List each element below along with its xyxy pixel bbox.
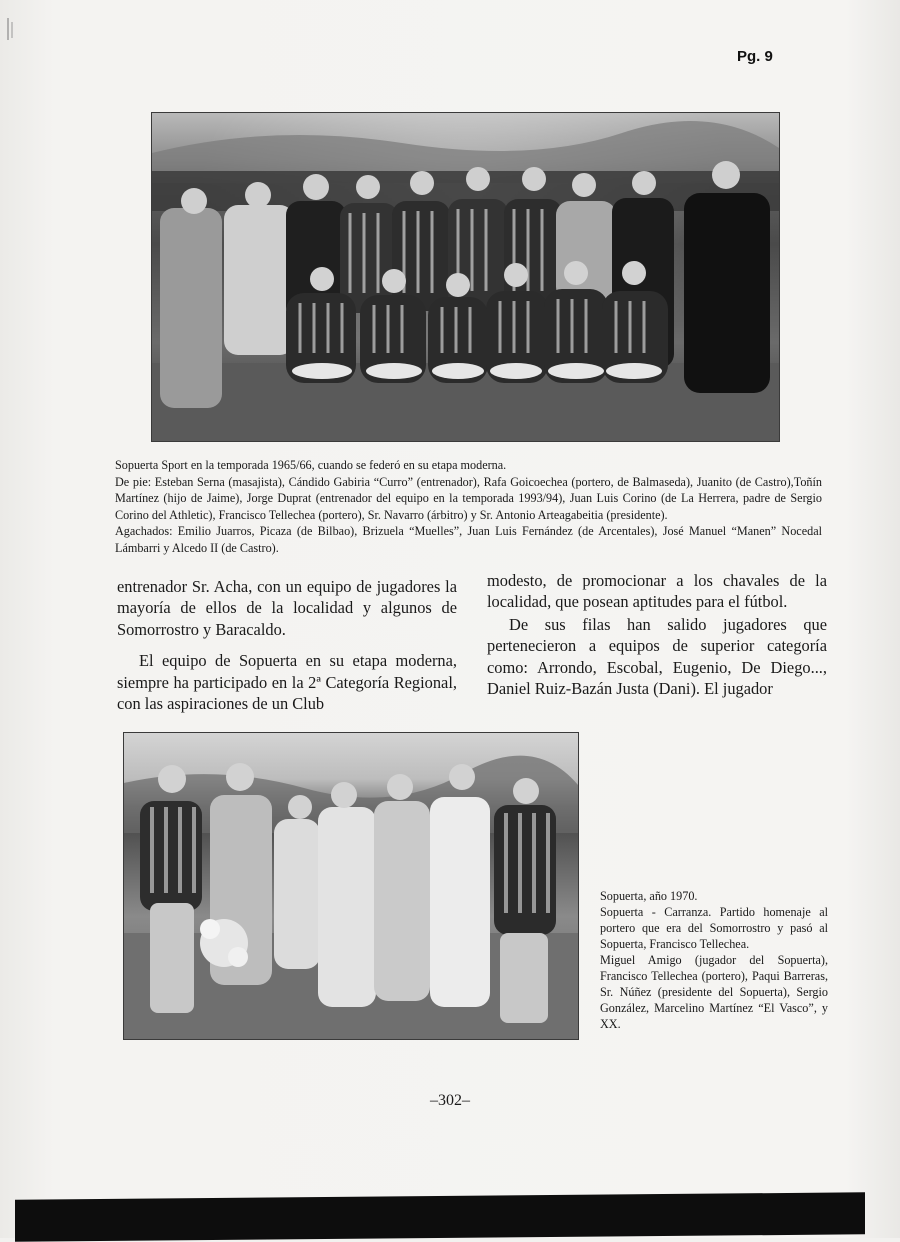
body-right-column [487, 570, 827, 699]
photo2-caption-line: Sopuerta - Carranza. Partido homenaje al portero que era del Somorrostro y pasó al Sopuerta, Francisco Tellechea. [600, 905, 828, 951]
photo1-caption-line: Sopuerta Sport en la temporada 1965/66, cuando se federó en su etapa moderna. [115, 458, 507, 472]
body-paragraph: El equipo de Sopuerta en su etapa moderna, siempre ha participado en la 2ª Categoría Regional, con las aspiraciones de un Club [117, 651, 457, 714]
photo1-caption-line: Agachados: Emilio Juarros, Picaza (de Bilbao), Brizuela “Muelles”, Juan Luis Fernández (de Arcentales), José Manuel “Manen” Nocedal Lámbarri y Alcedo II (de Castro). [115, 524, 822, 555]
body-paragraph: modesto, de promocionar a los chavales de la localidad, que posean aptitudes para el fútbol. [487, 571, 827, 612]
team-photo-1965 [151, 112, 780, 442]
photo1-caption [115, 457, 822, 557]
page-folio: –302– [430, 1092, 470, 1109]
photo2-caption-line: Sopuerta, año 1970. [600, 889, 698, 903]
photo2-caption [600, 888, 828, 1032]
body-left-column [117, 576, 457, 714]
homage-photo-1970 [123, 732, 579, 1040]
photo2-caption-line: Miguel Amigo (jugador del Sopuerta), Francisco Tellechea (portero), Paqui Barreras, Sr. Núñez (presidente del Sopuerta), Sergio González, Marcelino Martínez “El Vasco”, y XX. [600, 953, 828, 1031]
page-number-label: Pg. 9 [737, 48, 773, 65]
scan-edge-mark [6, 18, 16, 40]
homage-photo-1970-illustration [124, 733, 578, 1039]
body-paragraph: De sus filas han salido jugadores que pertenecieron a equipos de superior categoría como: Arrondo, Escobal, Eugenio, De Diego..., Daniel Ruiz-Bazán Justa (Dani). El jugador [487, 614, 827, 699]
scan-bottom-shadow [15, 1192, 865, 1241]
body-paragraph: entrenador Sr. Acha, con un equipo de jugadores la mayoría de ellos de la localidad y algunos de Somorrostro y Baracaldo. [117, 577, 457, 639]
team-photo-1965-illustration [152, 113, 779, 441]
photo1-caption-line: De pie: Esteban Serna (masajista), Cándido Gabiria “Curro” (entrenador), Rafa Goicoechea (portero, de Balmaseda), Juanito (de Castro),Toñín Martínez (hijo de Jaime), Jorge Duprat (entrenador del equipo en la temporada 1993/94), Juan Luis Corino (de La Herrera, padre de Sergio Corino del Athletic), Francisco Tellechea (portero), Sr. Navarro (árbitro) y Sr. Antonio Arteagabeitia (presidente). [115, 474, 822, 522]
